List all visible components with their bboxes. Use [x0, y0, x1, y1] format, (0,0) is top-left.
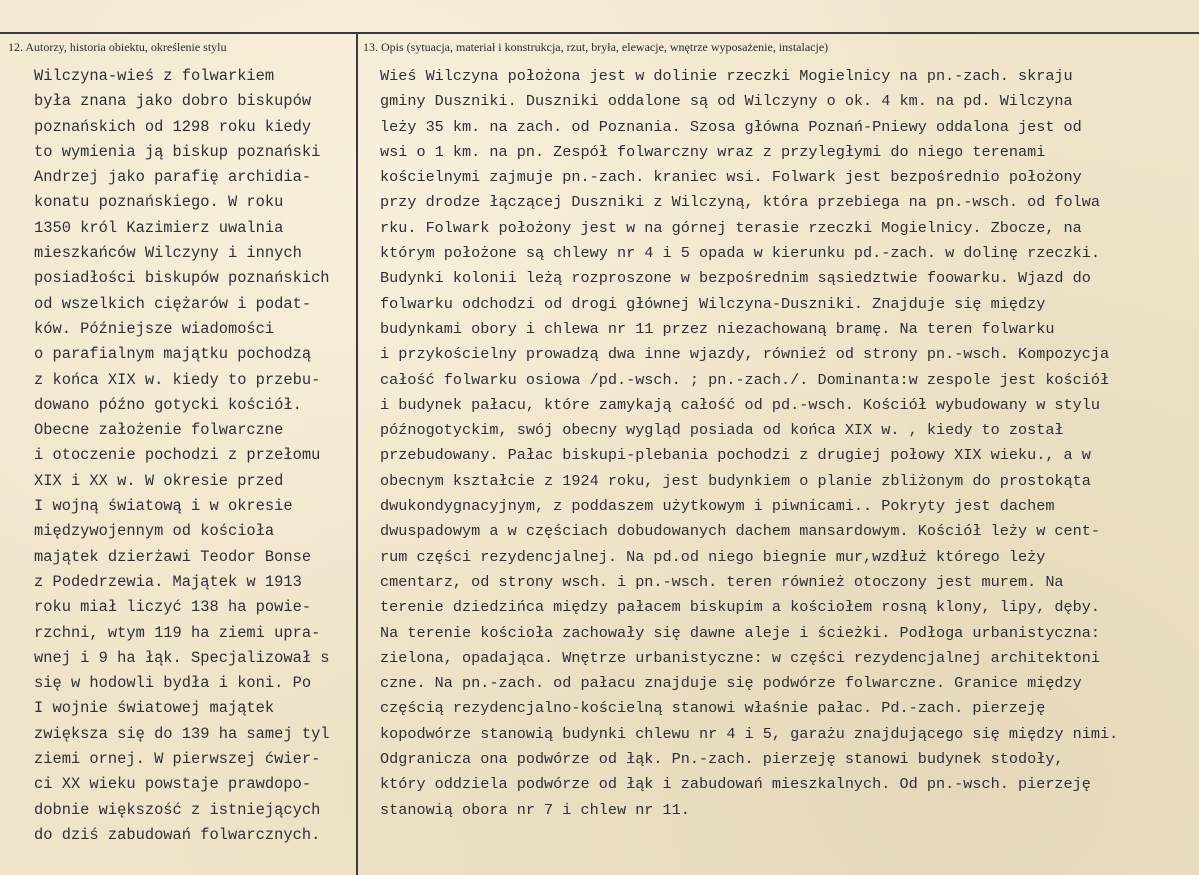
description-line: rum części rezydencjalnej. Na pd.od niego biegnie mur,wzdłuż którego leży	[380, 547, 1046, 566]
description-column	[380, 64, 1118, 823]
history-line: dowano późno gotycki kościół.	[34, 395, 302, 414]
description-line: gminy Duszniki. Duszniki oddalone są od Wilczyny o ok. 4 km. na pd. Wilczyna	[380, 92, 1073, 111]
history-line: Obecne założenie folwarczne	[34, 421, 284, 440]
description-line: przy drodze łączącej Duszniki z Wilczyną, która przebiega na pn.-wsch. od folwa	[380, 193, 1101, 212]
history-line: rzchni, wtym 119 ha ziemi upra-	[34, 623, 321, 642]
description-line: kościelnymi zajmuje pn.-zach. kraniec wsi. Folwark jest bezpośrednio położony	[380, 168, 1082, 187]
history-line: z Podedrzewia. Majątek w 1913	[34, 572, 302, 591]
description-line: stanowią obora nr 7 i chlew nr 11.	[380, 800, 690, 819]
column-divider-line	[356, 32, 358, 875]
history-line: międzywojennym od kościoła	[34, 522, 275, 541]
history-line: mieszkańców Wilczyny i innych	[34, 244, 302, 263]
description-line: wsi o 1 km. na pn. Zespół folwarczny wraz z przyległymi do niego terenami	[380, 142, 1046, 161]
history-line: roku miał liczyć 138 ha powie-	[34, 598, 312, 617]
history-line: z końca XIX w. kiedy to przebu-	[34, 370, 321, 389]
history-line: od wszelkich ciężarów i podat-	[34, 294, 312, 313]
history-line: to wymienia ją biskup poznański	[34, 142, 321, 161]
description-line: Wieś Wilczyna położona jest w dolinie rzeczki Mogielnicy na pn.-zach. skraju	[380, 67, 1073, 85]
description-line: terenie dziedzińca między pałacem biskupim a kościołem rosną klony, lipy, dęby.	[380, 598, 1101, 617]
header-authors-history: 12. Autorzy, historia obiektu, określenie stylu	[8, 40, 227, 54]
history-line: zwiększa się do 139 ha samej tyl	[34, 724, 330, 743]
history-line: Wilczyna-wieś z folwarkiem	[34, 67, 275, 85]
history-line: o parafialnym majątku pochodzą	[34, 345, 312, 364]
description-line: i budynek pałacu, które zamykają całość od pd.-wsch. Kościół wybudowany w stylu	[380, 395, 1101, 414]
history-line: posiadłości biskupów poznańskich	[34, 269, 330, 288]
top-rule-line	[0, 32, 1199, 34]
description-line: którym położone są chlewy nr 4 i 5 opada w kierunku pd.-zach. w dolinę rzeczki.	[380, 244, 1101, 263]
description-line: budynkami obory i chlewa nr 11 przez niezachowaną bramę. Na teren folwarku	[380, 319, 1055, 338]
description-line: dwukondygnacyjnym, z poddaszem użytkowym i piwnicami.. Pokryty jest dachem	[380, 497, 1055, 516]
history-line: XIX i XX w. W okresie przed	[34, 471, 284, 490]
history-line: 1350 król Kazimierz uwalnia	[34, 218, 284, 237]
history-line: poznańskich od 1298 roku kiedy	[34, 117, 312, 136]
history-line: majątek dzierżawi Teodor Bonse	[34, 547, 312, 566]
header-description: 13. Opis (sytuacja, materiał i konstrukcja, rzut, bryła, elewacje, wnętrze wyposażenie, instalacje)	[363, 40, 829, 54]
history-line: i otoczenie pochodzi z przełomu	[34, 446, 321, 465]
description-line: częścią rezydencjalno-kościelną stanowi właśnie pałac. Pd.-zach. pierzeję	[380, 699, 1046, 718]
description-line: zielona, opadająca. Wnętrze urbanistyczne: w części rezydencjalnej architektoni	[380, 648, 1101, 667]
description-line: kopodwórze stanowią budynki chlewu nr 4 i 5, garażu znajdującego się między nimi.	[380, 724, 1119, 743]
description-line: Odgranicza ona podwórze od łąk. Pn.-zach. pierzeję stanowi budynek stodoły,	[380, 750, 1064, 769]
history-line: do dziś zabudowań folwarcznych.	[34, 825, 321, 844]
description-line: rku. Folwark położony jest w na górnej terasie rzeczki Mogielnicy. Zbocze, na	[380, 218, 1082, 237]
description-line: całość folwarku osiowa /pd.-wsch. ; pn.-zach./. Dominanta:w zespole jest kościół	[380, 370, 1110, 389]
description-line: Na terenie kościoła zachowały się dawne aleje i ścieżki. Podłoga urbanistyczna:	[380, 623, 1101, 642]
history-line: ziemi ornej. W pierwszej ćwier-	[34, 750, 321, 769]
history-line: się w hodowli bydła i koni. Po	[34, 674, 312, 693]
history-line: była znana jako dobro biskupów	[34, 92, 312, 111]
description-line: cmentarz, od strony wsch. i pn.-wsch. teren również otoczony jest murem. Na	[380, 572, 1064, 591]
history-line: konatu poznańskiego. W roku	[34, 193, 284, 212]
history-line: wnej i 9 ha łąk. Specjalizował s	[34, 648, 330, 667]
history-line: Andrzej jako parafię archidia-	[34, 168, 312, 187]
history-line: ci XX wieku powstaje prawdopo-	[34, 775, 312, 794]
description-line: leży 35 km. na zach. od Poznania. Szosa główna Poznań-Pniewy oddalona jest od	[380, 117, 1082, 136]
history-line: I wojnie światowej majątek	[34, 699, 275, 718]
description-line: który oddziela podwórze od łąk i zabudowań mieszkalnych. Od pn.-wsch. pierzeję	[380, 775, 1091, 794]
description-line: Budynki kolonii leżą rozproszone w bezpośrednim sąsiedztwie foowarku. Wjazd do	[380, 269, 1091, 288]
history-line: ków. Późniejsze wiadomości	[34, 319, 275, 338]
description-line: czne. Na pn.-zach. od pałacu znajduje się podwórze folwarczne. Granice między	[380, 674, 1082, 693]
history-line: I wojną światową i w okresie	[34, 497, 293, 516]
description-line: i przykościelny prowadzą dwa inne wjazdy, również od strony pn.-wsch. Kompozycja	[380, 345, 1110, 364]
description-line: przebudowany. Pałac biskupi-plebania pochodzi z drugiej połowy XIX wieku., a w	[380, 446, 1091, 465]
history-line: dobnie większość z istniejących	[34, 800, 321, 819]
description-line: dwuspadowym a w częściach dobudowanych dachem mansardowym. Kościół leży w cent-	[380, 522, 1101, 541]
description-line: folwarku odchodzi od drogi głównej Wilczyna-Duszniki. Znajduje się między	[380, 294, 1046, 313]
history-column	[34, 64, 330, 848]
description-line: obecnym kształcie z 1924 roku, jest budynkiem o planie zbliżonym do prostokąta	[380, 471, 1091, 490]
description-line: późnogotyckim, swój obecny wygląd posiada od końca XIX w. , kiedy to został	[380, 421, 1064, 440]
